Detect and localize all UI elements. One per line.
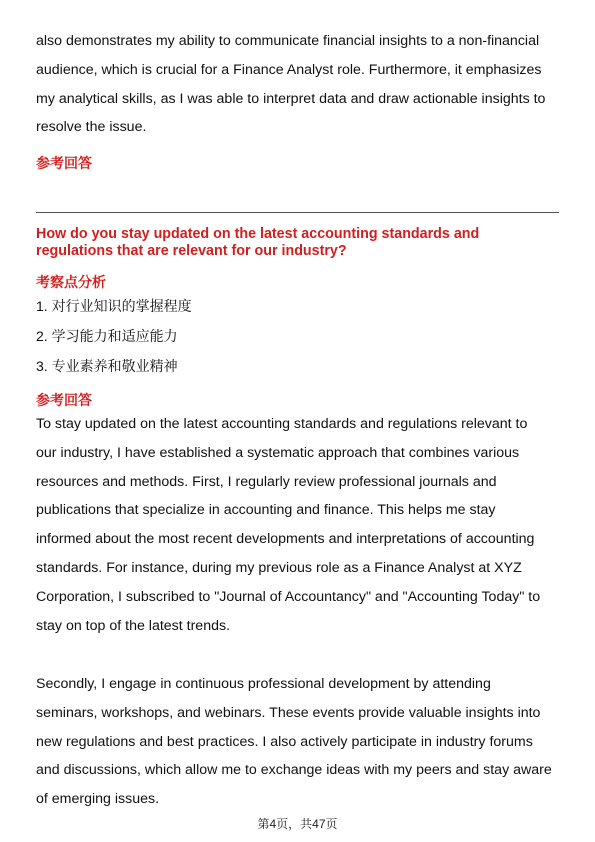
- page-number-footer: 第4页，共47页: [257, 817, 338, 831]
- text-line: and discussions, which allow me to exchange ideas with my peers and stay aware: [36, 762, 552, 779]
- text-line: our industry, I have established a systematic approach that combines various: [36, 444, 520, 461]
- text-line: of emerging issues.: [36, 791, 160, 808]
- text-line: standards. For instance, during my previous role as a Finance Analyst at XYZ: [36, 559, 522, 576]
- question-heading: [36, 226, 566, 260]
- text-line: new regulations and best practices. I also actively participate in industry forums: [36, 733, 533, 750]
- text-line: seminars, workshops, and webinars. These events provide valuable insights into: [36, 704, 541, 721]
- analysis-item: 1. 对行业知识的掌握程度: [36, 298, 192, 314]
- text-line: To stay updated on the latest accounting standards and regulations relevant to: [36, 416, 528, 432]
- text-line: stay on top of the latest trends.: [36, 617, 231, 634]
- text-line: my analytical skills, as I was able to interpret data and draw actionable insights to: [36, 90, 546, 107]
- analysis-heading: 考察点分析: [36, 274, 106, 290]
- text-line: resources and methods. First, I regularly review professional journals and: [36, 473, 497, 490]
- text-line: Corporation, I subscribed to "Journal of Accountancy" and "Accounting Today" to: [36, 588, 541, 605]
- answer-paragraph-2: [36, 670, 566, 814]
- question-line: regulations that are relevant for our industry?: [36, 243, 347, 259]
- text-line: publications that specialize in accounting and finance. This helps me stay: [36, 502, 496, 519]
- text-line: Secondly, I engage in continuous professional development by attending: [36, 676, 491, 692]
- question-line: How do you stay updated on the latest accounting standards and: [36, 226, 480, 242]
- reference-answer-heading: 参考回答: [36, 155, 92, 171]
- analysis-list: [36, 291, 192, 381]
- text-line: informed about the most recent developments and interpretations of accounting: [36, 531, 535, 548]
- analysis-item: 2. 学习能力和适应能力: [36, 328, 178, 344]
- intro-paragraph: [36, 27, 566, 142]
- reference-answer-heading: 参考回答: [36, 392, 92, 408]
- section-divider: [36, 212, 559, 213]
- analysis-item: 3. 专业素养和敬业精神: [36, 358, 178, 374]
- answer-paragraph-1: [36, 410, 566, 640]
- text-line: resolve the issue.: [36, 119, 147, 136]
- text-line: also demonstrates my ability to communicate financial insights to a non-financial: [36, 33, 540, 49]
- text-line: audience, which is crucial for a Finance Analyst role. Furthermore, it emphasizes: [36, 61, 542, 78]
